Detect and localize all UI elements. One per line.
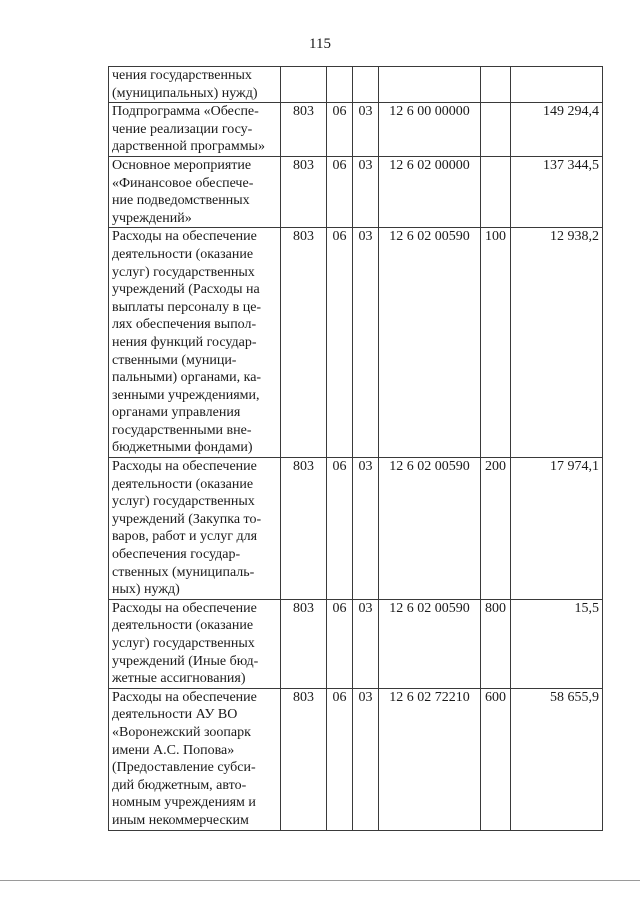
target-article-cell: 12 6 00 00000 <box>379 103 481 157</box>
row-name-cell: Основное мероприятие «Финансовое обеспече- ние подведомственных учреждений» <box>109 156 281 227</box>
section-code-cell: 06 <box>327 599 353 688</box>
expense-kind-cell <box>481 156 511 227</box>
table-body <box>109 67 603 831</box>
ministry-code-cell: 803 <box>281 688 327 830</box>
expense-kind-cell <box>481 67 511 103</box>
subsection-code-cell: 03 <box>353 688 379 830</box>
subsection-code-cell: 03 <box>353 599 379 688</box>
subsection-code-cell: 03 <box>353 228 379 458</box>
sum-cell: 58 655,9 <box>511 688 603 830</box>
page-bottom-divider <box>0 880 640 881</box>
ministry-code-cell: 803 <box>281 599 327 688</box>
section-code-cell: 06 <box>327 103 353 157</box>
target-article-cell: 12 6 02 72210 <box>379 688 481 830</box>
subsection-code-cell: 03 <box>353 156 379 227</box>
row-name-cell: чения государственных (муниципальных) нужд) <box>109 67 281 103</box>
expense-kind-cell: 100 <box>481 228 511 458</box>
subsection-code-cell: 03 <box>353 103 379 157</box>
row-name-cell: Расходы на обеспечение деятельности АУ ВО «Воронежский зоопарк имени А.С. Попова» (Предоставление субси- дий бюджетным, авто- номным учреждениям и иным некоммерческим <box>109 688 281 830</box>
ministry-code-cell: 803 <box>281 458 327 600</box>
subsection-code-cell: 03 <box>353 458 379 600</box>
table-row <box>109 599 603 688</box>
ministry-code-cell <box>281 67 327 103</box>
expense-kind-cell <box>481 103 511 157</box>
table-row <box>109 228 603 458</box>
budget-table <box>108 66 603 831</box>
expense-kind-cell: 600 <box>481 688 511 830</box>
target-article-cell: 12 6 02 00590 <box>379 458 481 600</box>
section-code-cell <box>327 67 353 103</box>
section-code-cell: 06 <box>327 688 353 830</box>
subsection-code-cell <box>353 67 379 103</box>
row-name-cell: Расходы на обеспечение деятельности (оказание услуг) государственных учреждений (Расходы на выплаты персоналу в це- лях обеспечения выпол- нения функций государ- ственными (муници- пальными) органами, ка- зенными учреждениями, органами управления государственными вне- бюджетными фондами) <box>109 228 281 458</box>
section-code-cell: 06 <box>327 228 353 458</box>
target-article-cell: 12 6 02 00000 <box>379 156 481 227</box>
sum-cell <box>511 67 603 103</box>
sum-cell: 15,5 <box>511 599 603 688</box>
table-row <box>109 688 603 830</box>
ministry-code-cell: 803 <box>281 228 327 458</box>
expense-kind-cell: 800 <box>481 599 511 688</box>
table-row <box>109 458 603 600</box>
sum-cell: 17 974,1 <box>511 458 603 600</box>
sum-cell: 12 938,2 <box>511 228 603 458</box>
table-row <box>109 156 603 227</box>
ministry-code-cell: 803 <box>281 156 327 227</box>
target-article-cell: 12 6 02 00590 <box>379 599 481 688</box>
target-article-cell: 12 6 02 00590 <box>379 228 481 458</box>
sum-cell: 137 344,5 <box>511 156 603 227</box>
target-article-cell <box>379 67 481 103</box>
section-code-cell: 06 <box>327 156 353 227</box>
table-row <box>109 103 603 157</box>
section-code-cell: 06 <box>327 458 353 600</box>
table-row <box>109 67 603 103</box>
row-name-cell: Подпрограмма «Обеспе- чение реализации госу- дарственной программы» <box>109 103 281 157</box>
expense-kind-cell: 200 <box>481 458 511 600</box>
row-name-cell: Расходы на обеспечение деятельности (оказание услуг) государственных учреждений (Закупка то- варов, работ и услуг для обеспечения государ- ственных (муниципаль- ных) нужд) <box>109 458 281 600</box>
page-number: 115 <box>309 36 331 52</box>
sum-cell: 149 294,4 <box>511 103 603 157</box>
row-name-cell: Расходы на обеспечение деятельности (оказание услуг) государственных учреждений (Иные бюд- жетные ассигнования) <box>109 599 281 688</box>
ministry-code-cell: 803 <box>281 103 327 157</box>
